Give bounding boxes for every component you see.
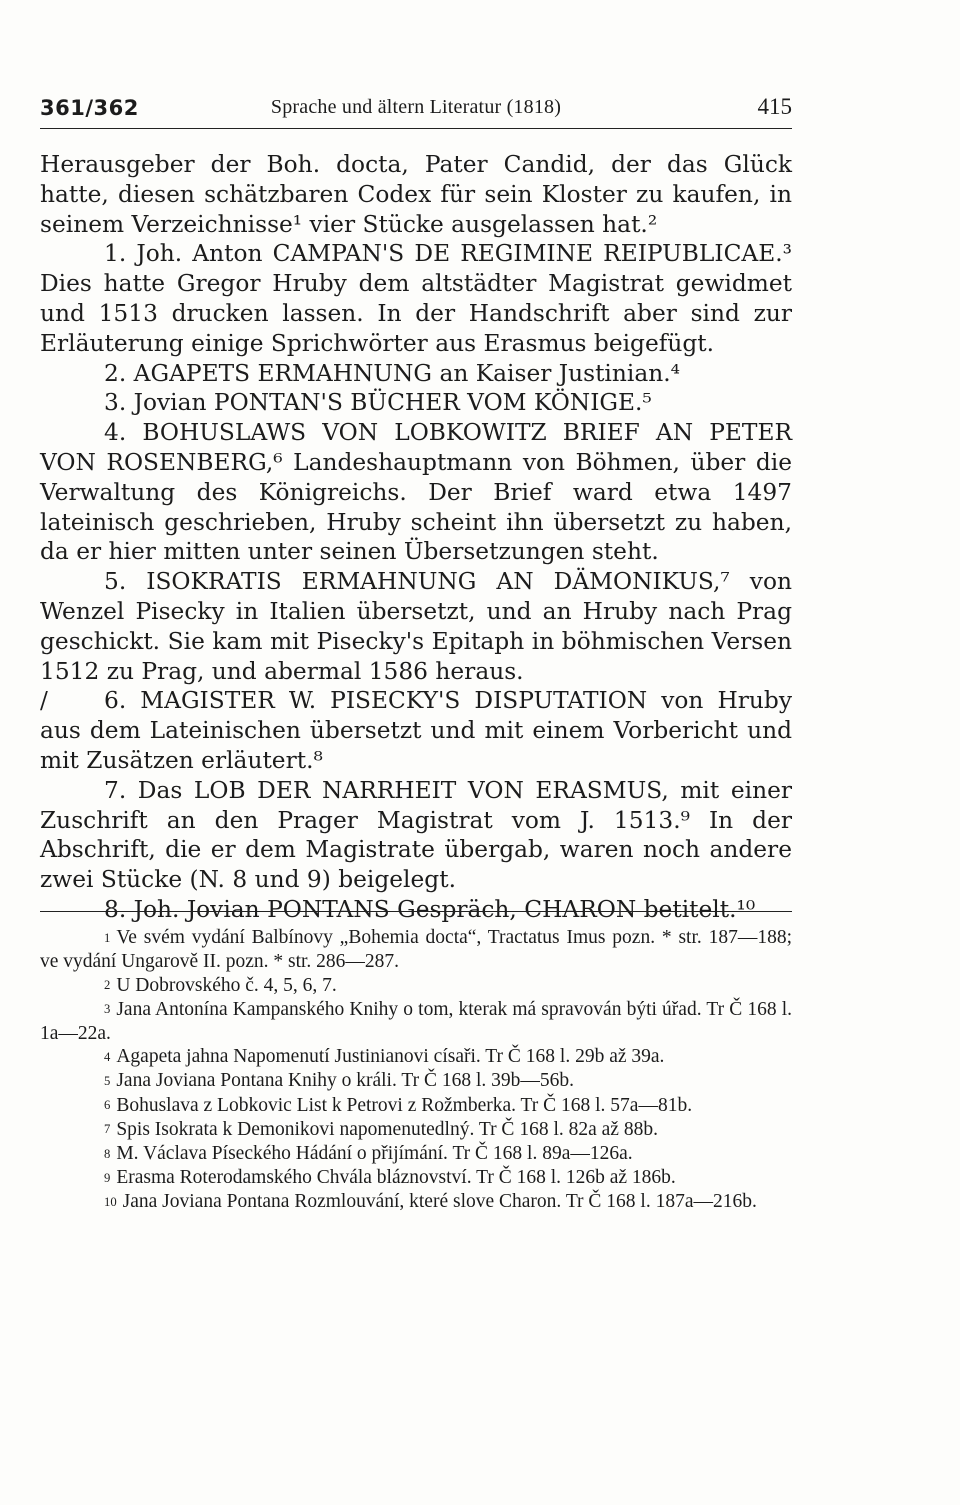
footnote-text: Bohuslava z Lobkovic List k Petrovi z Rožmberka. Tr Č 168 l. 57a—81b. [116,1094,693,1116]
footnote-number: 7 [104,1122,111,1137]
header-page-range: 361/362 [40,96,139,120]
footnote [40,974,792,998]
footnote [40,1069,792,1093]
footnote-text: U Dobrovského č. 4, 5, 6, 7. [116,974,337,996]
list-item-1: 1. Joh. Anton CAMPAN'S DE REGIMINE REIPUBLICAE.³ Dies hatte Gregor Hruby dem altstädter Magistrat gewidmet und 1513 drucken lassen. In der Handschrift aber sind zur Erläuterung einige Sprichwörter aus Erasmus beigefügt. [40,240,792,357]
list-item-6-row [40,686,792,775]
footnote-number: 2 [104,978,111,993]
footnote-number: 3 [104,1002,111,1017]
margin-mark: / [40,687,48,715]
footnote-text: Jana Antonína Kampanského Knihy o tom, kterak má spravován býti úřad. Tr Č 168 l. 1a—22a. [40,998,792,1044]
footnote [40,1190,792,1214]
running-header [40,94,792,129]
footnote-text: Erasma Roterodamského Chvála bláznovství. Tr Č 168 l. 126b až 186b. [116,1166,676,1188]
footnote-text: Agapeta jahna Napomenutí Justinianovi císaři. Tr Č 168 l. 29b až 39a. [116,1046,665,1068]
footnote-number: 4 [104,1049,111,1064]
footnote-number: 10 [104,1194,117,1209]
footnote-number: 5 [104,1074,111,1089]
footnote-number: 9 [104,1170,111,1185]
footnote-text: M. Václava Píseckého Hádání o přijímání. Tr Č 168 l. 89a—126a. [116,1142,633,1164]
footnote-text: Spis Isokrata k Demonikovi napomenutedlný. Tr Č 168 l. 82a až 88b. [116,1118,658,1140]
footnote [40,926,792,974]
footnote-text: Ve svém vydání Balbínovy „Bohemia docta“, Tractatus Imus pozn. * str. 187—188; ve vydání Ungarově II. pozn. * str. 286—287. [40,927,792,973]
footnote-number: 8 [104,1146,111,1161]
footnote [40,1118,792,1142]
footnote [40,1166,792,1190]
footnote [40,1094,792,1118]
paragraph-intro: Herausgeber der Boh. docta, Pater Candid, der das Glück hatte, diesen schätzbaren Codex für sein Kloster zu kaufen, in seinem Verzeichnisse¹ vier Stücke ausgelassen hat.² [40,151,792,238]
footnote-text: Jana Joviana Pontana Knihy o králi. Tr Č 168 l. 39b—56b. [116,1070,575,1092]
list-item-8: 8. Joh. Jovian PONTANS Gespräch, CHARON betitelt.¹⁰ [104,895,756,923]
footnotes [40,926,792,1214]
footnote-divider [40,911,792,912]
list-item-4: 4. BOHUSLAWS VON LOBKOWITZ BRIEF AN PETER VON ROSENBERG,⁶ Landeshauptmann von Böhmen, über die Verwaltung des Königreichs. Der Brief ward etwa 1497 lateinisch geschrieben, Hruby scheint ihn übersetzt zu haben, da er hier mitten unter seinen Übersetzungen steht. [40,419,792,566]
header-title: Sprache und ältern Literatur (1818) [270,96,562,118]
footnote [40,1142,792,1166]
footnote-number: 1 [104,930,111,945]
page-number: 415 [757,94,792,119]
list-item-5: 5. ISOKRATIS ERMAHNUNG AN DÄMONIKUS,⁷ von Wenzel Pisecky in Italien übersetzt, und an Hruby nach Prag geschickt. Sie kam mit Pisecky's Epitaph in böhmischen Versen 1512 zu Prag, und abermal 1586 heraus. [40,568,792,685]
footnote-number: 6 [104,1098,111,1113]
main-text [40,150,792,925]
list-item-7: 7. Das LOB DER NARRHEIT VON ERASMUS, mit einer Zuschrift an den Prager Magistrat vom J. 1513.⁹ In der Abschrift, die er dem Magistrate übergab, waren noch andere zwei Stücke (N. 8 und 9) beigelegt. [40,776,792,894]
list-item-2: 2. AGAPETS ERMAHNUNG an Kaiser Justinian.⁴ [104,359,680,387]
list-item-3: 3. Jovian PONTAN'S BÜCHER VOM KÖNIGE.⁵ [104,389,652,417]
list-item-6: 6. MAGISTER W. PISECKY'S DISPUTATION von Hruby aus dem Lateinischen übersetzt und mit einem Vorbericht und mit Zusätzen erläutert.⁸ [40,687,792,774]
footnote-text: Jana Joviana Pontana Rozmlouvání, které slove Charon. Tr Č 168 l. 187a—216b. [122,1191,757,1213]
footnote [40,998,792,1046]
footnote [40,1045,792,1069]
